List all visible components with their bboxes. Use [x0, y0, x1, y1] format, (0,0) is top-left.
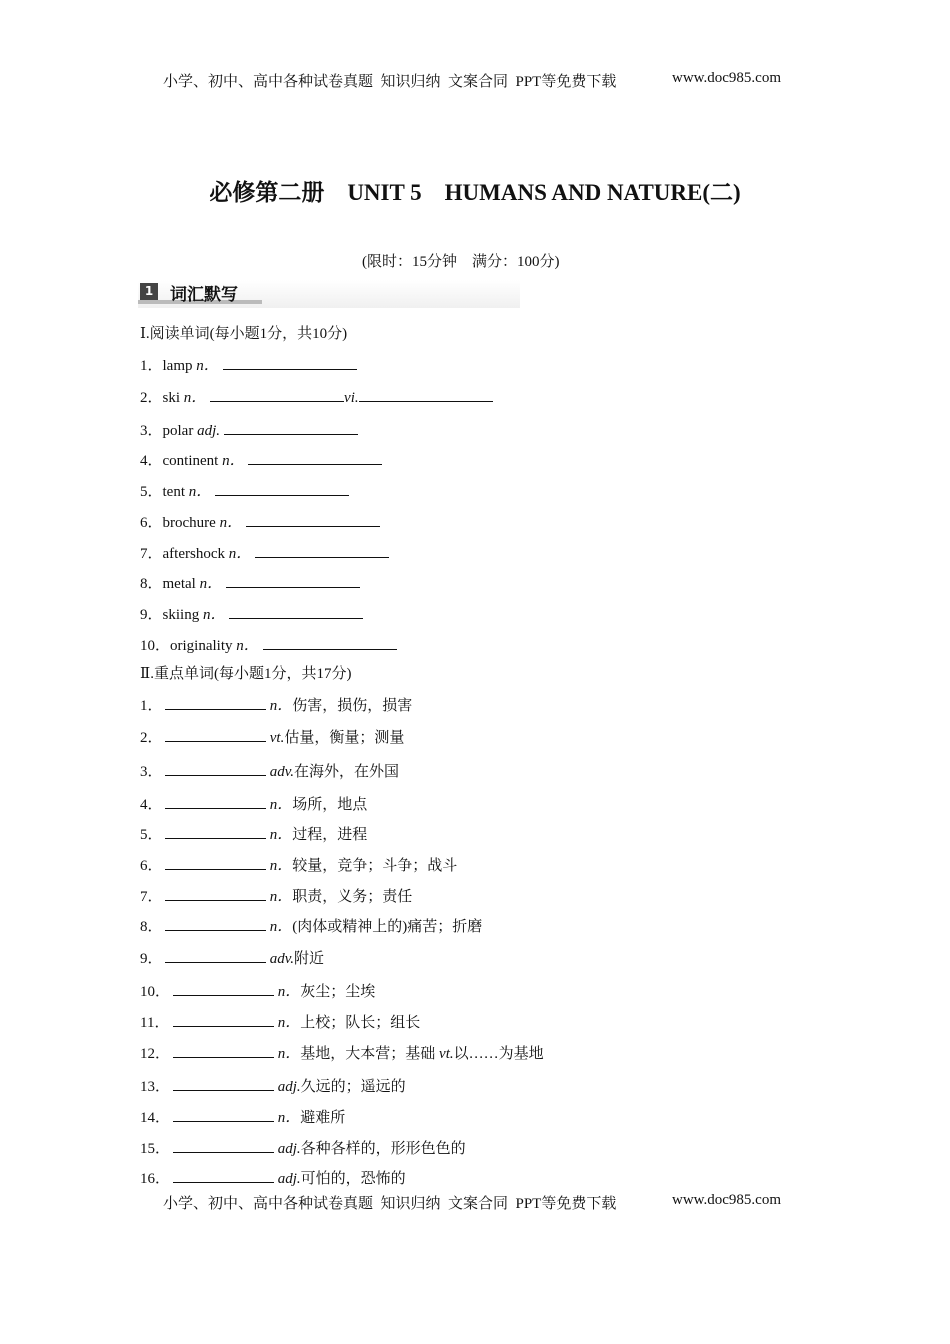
item-meaning: 场所，地点 — [292, 797, 368, 813]
part-of-speech: n． — [236, 638, 259, 654]
answer-blank[interactable] — [224, 420, 358, 435]
item-number: 5． — [140, 827, 163, 843]
answer-blank[interactable] — [165, 855, 266, 870]
list-item — [140, 761, 399, 782]
answer-blank[interactable] — [173, 1076, 274, 1091]
part-of-speech: n． — [277, 1015, 301, 1031]
item-word: ski — [162, 390, 184, 406]
list-item — [140, 794, 367, 815]
item-meaning: 久远的；遥远的 — [300, 1079, 406, 1095]
item-number: 10． — [140, 984, 171, 1000]
part-of-speech: adv. — [269, 764, 295, 780]
item-number: 13． — [140, 1079, 171, 1095]
part-of-speech: n． — [277, 1110, 301, 1126]
list-item — [140, 824, 367, 845]
answer-blank[interactable] — [255, 543, 389, 558]
answer-blank[interactable] — [359, 387, 493, 402]
list-item — [140, 1076, 406, 1097]
part-of-speech: n． — [269, 797, 293, 813]
page-title: 必修第二册 UNIT 5 HUMANS AND NATURE(二) — [209, 180, 741, 205]
answer-blank[interactable] — [223, 355, 357, 370]
answer-blank[interactable] — [173, 1012, 274, 1027]
section-number-icon: 1 — [140, 283, 158, 300]
item-word: aftershock — [162, 546, 229, 562]
item-number: 9． — [140, 951, 163, 967]
list-item — [140, 543, 389, 564]
part2-heading: Ⅱ.重点单词(每小题1分，共17分) — [140, 666, 352, 682]
item-meaning: 过程，进程 — [292, 827, 368, 843]
answer-blank[interactable] — [173, 1043, 274, 1058]
item-number: 16． — [140, 1171, 171, 1187]
answer-blank[interactable] — [210, 387, 344, 402]
part-of-speech: n． — [183, 390, 207, 406]
item-number: 8． — [140, 576, 163, 592]
item-meaning: 避难所 — [300, 1110, 346, 1126]
answer-blank[interactable] — [165, 948, 266, 963]
item-number: 2． — [140, 390, 163, 406]
item-number: 4． — [140, 797, 163, 813]
answer-blank[interactable] — [173, 981, 274, 996]
item-meaning: 上校；队长；组长 — [300, 1015, 421, 1031]
answer-blank[interactable] — [226, 573, 360, 588]
part-of-speech: n． — [269, 827, 293, 843]
list-item — [140, 355, 357, 376]
item-word: originality — [170, 638, 237, 654]
part-of-speech: n． — [222, 453, 245, 469]
footer-text: 小学、初中、高中各种试卷真题 知识归纳 文案合同 PPT等免费下载 — [163, 1196, 617, 1212]
item-number: 4． — [140, 453, 163, 469]
item-meaning: 可怕的，恐怖的 — [300, 1171, 406, 1187]
list-item — [140, 981, 375, 1002]
answer-blank[interactable] — [165, 916, 266, 931]
answer-blank[interactable] — [263, 635, 397, 650]
list-item — [140, 916, 482, 937]
list-item — [140, 512, 380, 533]
header-text: 小学、初中、高中各种试卷真题 知识归纳 文案合同 PPT等免费下载 — [163, 74, 617, 90]
item-word: polar — [162, 423, 198, 439]
answer-blank[interactable] — [246, 512, 380, 527]
part-of-speech: n． — [277, 984, 301, 1000]
list-item — [140, 573, 360, 594]
list-item — [140, 420, 358, 441]
part-of-speech: adj. — [277, 1141, 301, 1157]
item-number: 11． — [140, 1015, 170, 1031]
list-item — [140, 695, 412, 716]
answer-blank[interactable] — [165, 794, 266, 809]
item-meaning: 附近 — [294, 951, 325, 967]
item-number: 1． — [140, 358, 163, 374]
part-of-speech: n． — [199, 576, 223, 592]
item-meaning: 估量，衡量；测量 — [284, 730, 405, 746]
item-number: 7． — [140, 546, 163, 562]
part-of-speech: n． — [269, 919, 293, 935]
list-item — [140, 481, 349, 502]
item-number: 6． — [140, 858, 163, 874]
part-of-speech: n． — [196, 358, 219, 374]
answer-blank[interactable] — [165, 727, 266, 742]
time-limit: (限时：15分钟 满分：100分) — [362, 254, 560, 270]
answer-blank[interactable] — [173, 1138, 274, 1153]
answer-blank[interactable] — [173, 1168, 274, 1183]
list-item — [140, 1168, 406, 1189]
part-of-speech: n． — [188, 484, 212, 500]
part-of-speech: n． — [202, 607, 226, 623]
item-number: 8． — [140, 919, 163, 935]
answer-blank[interactable] — [165, 695, 266, 710]
page-footer — [163, 1192, 803, 1213]
item-meaning: 在海外，在外国 — [294, 764, 400, 780]
part-of-speech-2: vt. — [439, 1046, 454, 1062]
item-meaning: 较量，竞争；斗争；战斗 — [292, 858, 458, 874]
list-item — [140, 855, 457, 876]
item-meaning: 灰尘；尘埃 — [300, 984, 376, 1000]
item-number: 9． — [140, 607, 163, 623]
part-of-speech: n． — [269, 889, 293, 905]
list-item — [140, 604, 363, 625]
header-url: www.doc985.com — [672, 70, 782, 86]
list-item — [140, 1012, 420, 1033]
part-of-speech: adj. — [277, 1171, 301, 1187]
item-number: 14． — [140, 1110, 171, 1126]
page-header — [163, 70, 803, 91]
answer-blank[interactable] — [165, 886, 266, 901]
answer-blank[interactable] — [173, 1107, 274, 1122]
item-meaning: 伤害，损伤，损害 — [292, 698, 413, 714]
part1-heading: Ⅰ.阅读单词(每小题1分，共10分) — [140, 326, 348, 342]
item-word: metal — [162, 576, 200, 592]
item-number: 3． — [140, 423, 163, 439]
item-meaning-2: 以……为基地 — [453, 1046, 544, 1062]
part-of-speech: adv. — [269, 951, 295, 967]
part-of-speech-2: vi. — [344, 390, 359, 406]
item-word: continent — [162, 453, 223, 469]
list-item — [140, 1138, 466, 1159]
item-number: 6． — [140, 515, 163, 531]
section-banner — [138, 280, 520, 308]
part-of-speech: n． — [228, 546, 252, 562]
list-item — [140, 1107, 345, 1128]
item-number: 3． — [140, 764, 163, 780]
list-item — [140, 1043, 544, 1064]
item-number: 15． — [140, 1141, 171, 1157]
list-item — [140, 387, 493, 408]
item-word: brochure — [162, 515, 220, 531]
item-number: 10． — [140, 638, 171, 654]
part-of-speech: n． — [269, 858, 293, 874]
item-word: lamp — [162, 358, 197, 374]
answer-blank[interactable] — [215, 481, 349, 496]
list-item — [140, 635, 397, 656]
part-of-speech: adj. — [197, 423, 221, 439]
item-number: 7． — [140, 889, 163, 905]
item-word: tent — [162, 484, 189, 500]
answer-blank[interactable] — [229, 604, 363, 619]
part-of-speech: adj. — [277, 1079, 301, 1095]
item-word: skiing — [162, 607, 203, 623]
footer-url: www.doc985.com — [672, 1192, 782, 1208]
answer-blank[interactable] — [165, 761, 266, 776]
list-item — [140, 450, 382, 471]
item-meaning: (肉体或精神上的)痛苦；折磨 — [292, 919, 483, 935]
answer-blank[interactable] — [165, 824, 266, 839]
section-label: 词汇默写 — [170, 285, 238, 305]
part-of-speech: n． — [269, 698, 293, 714]
answer-blank[interactable] — [248, 450, 382, 465]
item-meaning: 职责，义务；责任 — [292, 889, 413, 905]
part-of-speech: vt. — [269, 730, 285, 746]
item-meaning: 各种各样的，形形色色的 — [300, 1141, 466, 1157]
item-number: 1． — [140, 698, 163, 714]
list-item — [140, 886, 412, 907]
item-number: 12． — [140, 1046, 171, 1062]
list-item — [140, 727, 404, 748]
list-item — [140, 948, 324, 969]
item-meaning: 基地，大本营；基础 — [300, 1046, 436, 1062]
item-number: 5． — [140, 484, 163, 500]
part-of-speech: n． — [219, 515, 243, 531]
item-number: 2． — [140, 730, 163, 746]
part-of-speech: n． — [277, 1046, 301, 1062]
